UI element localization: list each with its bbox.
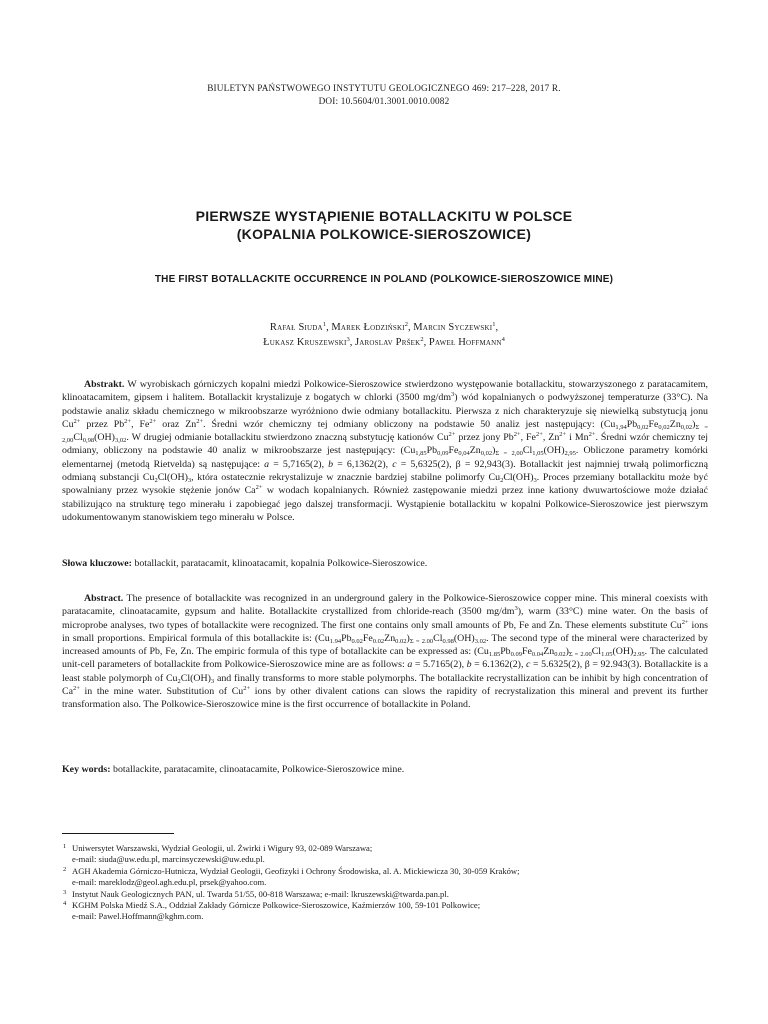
- footnote-line: e-mail: siuda@uw.edu.pl, marcinsyczewski@uw.edu.pl.: [72, 854, 265, 865]
- affiliation-marker: 3: [346, 336, 350, 343]
- title-polish: [0, 207, 768, 243]
- abstract-polish-label: Abstrakt.: [84, 379, 125, 390]
- footnote-line: AGH Akademia Górniczo-Hutnicza, Wydział Geologii, Geofizyki i Ochrony Środowiska, al. A. Mickiewicza 30, 30-059 Kraków;: [72, 865, 520, 876]
- affiliation-marker: 2: [420, 336, 424, 343]
- keywords-polish: [62, 557, 708, 570]
- author-separator: ,: [408, 322, 414, 333]
- keywords-polish-label: Słowa kluczowe:: [62, 558, 132, 569]
- author-list: [0, 320, 768, 350]
- author-separator: ,: [423, 337, 429, 348]
- footnote-item: [62, 900, 708, 923]
- author-separator: ,: [495, 322, 499, 333]
- author-separator: ,: [349, 337, 356, 348]
- abstract-english: [62, 592, 708, 712]
- author-line-1: [0, 320, 768, 335]
- doi: DOI: 10.5604/01.3001.0010.0082: [318, 95, 450, 106]
- affiliation-marker: 1: [492, 321, 496, 328]
- keywords-english: [62, 763, 708, 776]
- keywords-english-label: Key words:: [62, 764, 111, 775]
- footnote-line: e-mail: Pawel.Hoffmann@kghm.com.: [72, 911, 204, 922]
- footnote-item: [62, 866, 708, 889]
- abstract-polish: [62, 378, 708, 524]
- keywords-polish-text: botallackit, paratacamit, klinoatacamit, kopalnia Polkowice-Sieroszowice.: [131, 558, 428, 569]
- footnote-item: [62, 843, 708, 866]
- title-english: THE FIRST BOTALLACKITE OCCURRENCE IN POLAND (POLKOWICE-SIEROSZOWICE MINE): [154, 274, 614, 285]
- footnote-line: Uniwersytet Warszawski, Wydział Geologii, ul. Żwirki i Wigury 93, 02-089 Warszawa;: [72, 843, 373, 853]
- author-name: Jaroslav Pršek: [355, 337, 421, 348]
- footnote-divider: [62, 833, 174, 834]
- affiliation-marker: 2: [404, 321, 409, 328]
- title-polish-line2: (KOPALNIA POLKOWICE-SIEROSZOWICE): [236, 226, 532, 242]
- footnote-number: 3: [63, 888, 67, 896]
- author-name: Marcin Syczewski: [413, 322, 493, 333]
- footnote-number: 4: [63, 900, 67, 908]
- journal-citation: BIULETYN PAŃSTWOWEGO INSTYTUTU GEOLOGICZNEGO 469: 217–228, 2017 R.: [207, 83, 561, 93]
- footnote-item: [62, 889, 708, 900]
- keywords-english-text: botallackite, paratacamite, clinoatacamite, Polkowice-Sieroszowice mine.: [110, 764, 405, 775]
- journal-header: [0, 82, 768, 107]
- footnote-number: 2: [63, 865, 67, 873]
- author-name: Paweł Hoffmann: [428, 337, 502, 348]
- title-polish-line1: PIERWSZE WYSTĄPIENIE BOTALLACKITU W POLSCE: [195, 208, 573, 224]
- author-name: Marek Łodziński: [331, 322, 405, 333]
- affiliation-marker: 4: [501, 336, 505, 343]
- abstract-english-label: Abstract.: [84, 593, 124, 604]
- footnote-line: KGHM Polska Miedź S.A., Oddział Zakłady Górnicze Polkowice-Sieroszowice, Kaźmierzów 100, 59-101 Polkowice;: [72, 900, 481, 911]
- abstract-english-text: The presence of botallackite was recognized in an underground galery in the Polkowice-Sieroszowice copper mine. This mineral coexists with paratacamite, clinoatacamite, gypsum and halite. Botallackite crystallized from chloride-reach (3500 $mg/dm^3$), warm (33°C) mine water. On the basis of microprobe analyses, two types of botallackite were recognized. The first one contains only small amounts of Pb, Fe and Zn. These elements substitute $Cu^{2+}$ ions in small proportions. Empirical formula of this botallackite is: $(Cu_{1.94}Pb_{0.02}Fe_{0.02}Zn_{0.02})_{\Sigma = 2.00}Cl_{0.98}(OH)_{3.02}$. The second type of the mineral were characterized by increased amounts of Pb, Fe, Zn. The empiric formula of this type of botallackite can be expressed as: $(Cu_{1.85}Pb_{0.09}Fe_{0.04}Zn_{0.02})_{\Sigma = 2.00}Cl_{1.05}(OH)_{2.95}$. The calculated unit-cell parameters of botallackite from Polkowice-Sieroszowice mine are as follows: a = 5.7165(2), b = 6.1362(2), c = 5.6325(2), β = 92.943(3). Botallackite is a least stable polymorph of $Cu_2Cl(OH)_3$ and finally transforms to more stable polymorphs. The botallackite recrystallization can be inhibit by high concentration of $Ca^{2+}$ in the mine water. Substitution of $Cu^{2+}$ ions by other divalent cations can slows the rapidity of recrystalization this mineral and prevent its further transformation also. The Polkowice-Sieroszowice mine is the first occurrence of botallackite in Poland.: [62, 593, 709, 711]
- author-name: Rafał Siuda: [269, 322, 323, 333]
- footnote-line: e-mail: mareklodz@geol.agh.edu.pl, prsek@yahoo.com.: [72, 877, 267, 888]
- author-line-2: [0, 335, 768, 350]
- footnotes: [62, 843, 708, 923]
- affiliation-marker: 1: [322, 321, 327, 328]
- footnote-line: Instytut Nauk Geologicznych PAN, ul. Twarda 51/55, 00-818 Warszawa; e-mail: lkruszewski@twarda.pan.pl.: [72, 888, 449, 899]
- footnote-number: 1: [63, 843, 67, 850]
- abstract-polish-text: W wyrobiskach górniczych kopalni miedzi Polkowice-Sieroszowice stwierdzono występowanie botallackitu, stowarzyszonego z paratacamitem, klinoatacamitem, gipsem i halitem. Botallackit krystalizuje z bogatych w chlorki (3500 $mg/dm^3$) wód kopalnianych o podwyższonej temperaturze (33°C). Na podstawie analiz składu chemicznego w mikroobszarze wyróżniono dwie odmiany botallackitu. Pierwsza z nich charakteryzuje się niewielką substytucją jonu $Cu^{2+}$ przez $Pb^{2+}$, $Fe^{2+}$ oraz $Zn^{2+}$. Średni wzór chemiczny tej odmiany obliczony na podstawie 50 analiz jest następujący: $(Cu_{1,94}Pb_{0,02}Fe_{0,02}Zn_{0,02})_{\Sigma = 2,00}Cl_{0,98}(OH)_{3,02}$. W drugiej odmianie botallackitu stwierdzono znaczną substytucję kationów $Cu^{2+}$ przez jony $Pb^{2+}$, $Fe^{2+}$, $Zn^{2+}$ i $Mn^{2+}$. Średni wzór chemiczny tej odmiany, obliczony na podstawie 40 analiz w mikroobszarze jest następujący: $(Cu_{1,85}Pb_{0,09}Fe_{0,04}Zn_{0,02})_{\Sigma = 2,00}Cl_{1,05}(OH)_{2,95}$. Obliczone parametry komórki elementarnej (metodą Rietvelda) są następujące: a = 5,7165(2), b = 6,1362(2), c = 5,6325(2), β = 92,943(3). Botallackit jest najmniej trwałą polimorficzną odmianą substancji $Cu_2Cl(OH)_3$, która ostatecznie rekrystalizuje w znacznie bardziej stabilne polimorfy $Cu_2Cl(OH)_3$. Proces przemiany botallackitu może być spowalniany przez wysokie stężenie jonów $Ca^{2+}$ w wodach kopalnianych. Również zastępowanie miedzi przez inne kationy dwuwartościowe może działać stabilizująco na strukturę tego minerału i zapobiegać jego dalszej transformacji. Wystąpienie botallackitu w kopalni Polkowice-Sieroszowice jest pierwszym udokumentowanym stanowiskiem tego minerału w Polsce.: [62, 379, 709, 523]
- author-separator: ,: [326, 322, 332, 333]
- author-name: Łukasz Kruszewski: [263, 337, 347, 348]
